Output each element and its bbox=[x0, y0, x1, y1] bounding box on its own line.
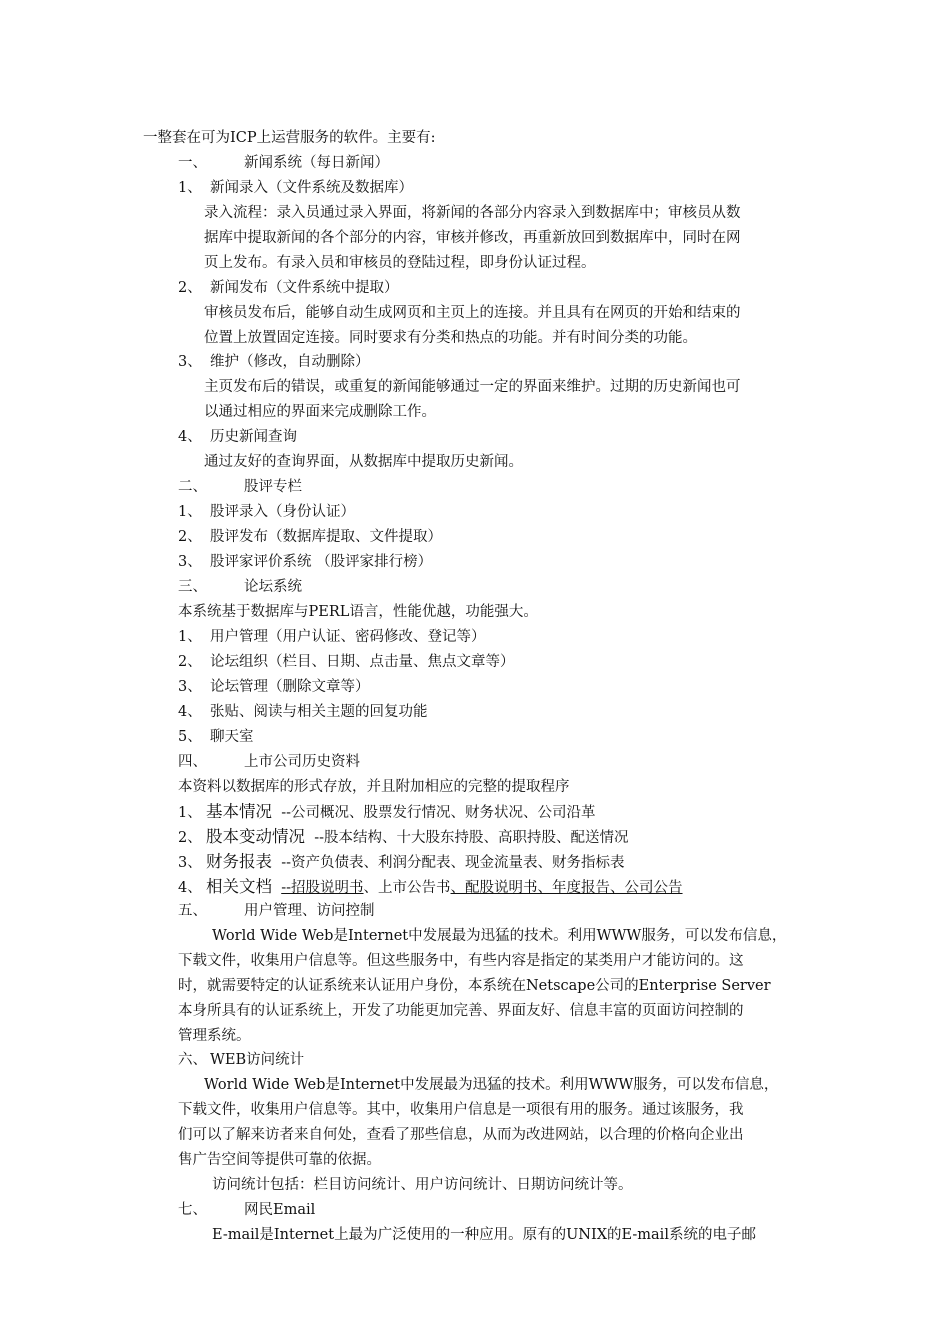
s1-item-2-text-line: 位置上放置固定连接。同时要求有分类和热点的功能。并有时间分类的功能。 bbox=[204, 330, 697, 346]
section-title: 用户管理、访问控制 bbox=[244, 903, 375, 919]
item-title: 股评录入（身份认证） bbox=[210, 504, 355, 520]
item-title: 股评家评价系统 （股评家排行榜） bbox=[210, 554, 433, 570]
s5-paragraph-line: World Wide Web是Internet中发展最为迅猛的技术。利用WWW服务，可以发布信息， bbox=[212, 928, 787, 944]
item-title: 股评发布（数据库提取、文件提取） bbox=[210, 529, 442, 545]
s3-item-1 bbox=[178, 627, 486, 647]
s1-item-1-text-line: 页上发布。有录入员和审核员的登陆过程，即身份认证过程。 bbox=[204, 255, 596, 271]
item-number: 3、 bbox=[178, 554, 202, 570]
s5-paragraph-line: 本身所具有的认证系统上，开发了功能更加完善、界面友好、信息丰富的页面访问控制的 bbox=[178, 1003, 744, 1019]
item-number: 2、 bbox=[178, 280, 202, 296]
item-description: --资产负债表、利润分配表、现金流量表、财务指标表 bbox=[281, 855, 625, 871]
s4-item-3 bbox=[178, 852, 625, 873]
item-number: 2、 bbox=[178, 830, 202, 846]
item-title: 论坛组织（栏目、日期、点击量、焦点文章等） bbox=[210, 654, 515, 670]
section-number: 三、 bbox=[178, 579, 207, 595]
item-title: 聊天室 bbox=[210, 729, 254, 745]
intro-line: 一整套在可为ICP上运营服务的软件。主要有: bbox=[143, 130, 436, 146]
section-title: 上市公司历史资料 bbox=[244, 754, 360, 770]
item-title: 张贴、阅读与相关主题的回复功能 bbox=[210, 704, 428, 720]
item-title: 维护（修改，自动删除） bbox=[210, 354, 370, 370]
s2-item-1 bbox=[178, 502, 355, 522]
item-number: 2、 bbox=[178, 529, 202, 545]
prospectus-link[interactable]: --招股说明书 bbox=[281, 880, 364, 896]
item-number: 1、 bbox=[178, 629, 202, 645]
item-label: 财务报表 bbox=[206, 852, 272, 871]
item-label: 基本情况 bbox=[206, 802, 272, 821]
section-title: WEB访问统计 bbox=[210, 1052, 305, 1068]
s6-paragraph-line: 售广告空间等提供可靠的依据。 bbox=[178, 1152, 381, 1168]
s1-item-4-text-line: 通过友好的查询界面，从数据库中提取历史新闻。 bbox=[204, 454, 523, 470]
s5-paragraph-line: 时，就需要特定的认证系统来认证用户身份，本系统在Netscape公司的Enterprise Server bbox=[178, 978, 771, 994]
section-2-heading bbox=[178, 477, 302, 497]
s3-description: 本系统基于数据库与PERL语言，性能优越，功能强大。 bbox=[178, 604, 538, 620]
section-1-heading bbox=[178, 153, 389, 173]
s3-item-3 bbox=[178, 677, 370, 697]
item-number: 4、 bbox=[178, 704, 202, 720]
s1-item-4-heading bbox=[178, 427, 297, 447]
s6-paragraph-line: 们可以了解来访者来自何处，查看了那些信息，从而为改进网站，以合理的价格向企业出 bbox=[178, 1127, 744, 1143]
item-title: 论坛管理（删除文章等） bbox=[210, 679, 370, 695]
s6-paragraph-line: 访问统计包括：栏目访问统计、用户访问统计、日期访问统计等。 bbox=[212, 1177, 633, 1193]
s1-item-1-text-line: 据库中提取新闻的各个部分的内容，审核并修改，再重新放回到数据库中，同时在网 bbox=[204, 230, 741, 246]
section-title: 网民Email bbox=[244, 1202, 316, 1218]
item-label: 相关文档 bbox=[206, 877, 272, 896]
s1-item-2-heading bbox=[178, 278, 399, 298]
item-number: 4、 bbox=[178, 429, 202, 445]
listing-announcement-text: 、上市公告书 bbox=[363, 880, 451, 896]
section-number: 六、 bbox=[178, 1052, 207, 1068]
s3-item-4 bbox=[178, 702, 428, 722]
s2-item-2 bbox=[178, 527, 442, 547]
s4-item-2 bbox=[178, 827, 629, 848]
item-number: 1、 bbox=[178, 504, 202, 520]
s6-paragraph-line: World Wide Web是Internet中发展最为迅猛的技术。利用WWW服务，可以发布信息， bbox=[204, 1077, 779, 1093]
section-3-heading bbox=[178, 577, 302, 597]
section-title: 新闻系统（每日新闻） bbox=[244, 155, 389, 171]
item-number: 3、 bbox=[178, 354, 202, 370]
item-title: 历史新闻查询 bbox=[210, 429, 297, 445]
section-7-heading bbox=[178, 1200, 315, 1220]
s6-paragraph-line: 下载文件，收集用户信息等。其中，收集用户信息是一项很有用的服务。通过该服务，我 bbox=[178, 1102, 744, 1118]
item-description: --股本结构、十大股东持股、高职持股、配送情况 bbox=[314, 830, 629, 846]
item-number: 1、 bbox=[178, 180, 202, 196]
section-number: 七、 bbox=[178, 1202, 207, 1218]
s5-paragraph-line: 下载文件，收集用户信息等。但这些服务中，有些内容是指定的某类用户才能访问的。这 bbox=[178, 953, 744, 969]
s2-item-3 bbox=[178, 552, 432, 572]
s1-item-1-text-line: 录入流程：录入员通过录入界面，将新闻的各部分内容录入到数据库中；审核员从数 bbox=[204, 205, 741, 221]
section-number: 四、 bbox=[178, 754, 207, 770]
item-title: 新闻录入（文件系统及数据库） bbox=[210, 180, 413, 196]
section-6-heading bbox=[178, 1050, 304, 1070]
item-description: --公司概况、股票发行情况、财务状况、公司沿革 bbox=[281, 805, 596, 821]
s1-item-2-text-line: 审核员发布后，能够自动生成网页和主页上的连接。并且具有在网页的开始和结束的 bbox=[204, 305, 741, 321]
section-4-heading bbox=[178, 752, 360, 772]
s7-paragraph-line: E-mail是Internet上最为广泛使用的一种应用。原有的UNIX的E-mail系统的电子邮 bbox=[212, 1227, 756, 1243]
s3-item-5 bbox=[178, 727, 254, 747]
s1-item-1-heading bbox=[178, 178, 413, 198]
s4-description: 本资料以数据库的形式存放，并且附加相应的完整的提取程序 bbox=[178, 779, 570, 795]
item-number: 5、 bbox=[178, 729, 202, 745]
s1-item-3-text-line: 主页发布后的错误，或重复的新闻能够通过一定的界面来维护。过期的历史新闻也可 bbox=[204, 379, 741, 395]
item-number: 3、 bbox=[178, 855, 202, 871]
s5-paragraph-line: 管理系统。 bbox=[178, 1028, 251, 1044]
item-label: 股本变动情况 bbox=[206, 827, 305, 846]
s4-item-4 bbox=[178, 877, 683, 898]
section-title: 股评专栏 bbox=[244, 479, 302, 495]
item-title: 新闻发布（文件系统中提取） bbox=[210, 280, 399, 296]
section-number: 五、 bbox=[178, 903, 207, 919]
item-number: 2、 bbox=[178, 654, 202, 670]
item-number: 1、 bbox=[178, 805, 202, 821]
section-number: 一、 bbox=[178, 155, 207, 171]
section-5-heading bbox=[178, 901, 375, 921]
item-title: 用户管理（用户认证、密码修改、登记等） bbox=[210, 629, 486, 645]
section-number: 二、 bbox=[178, 479, 207, 495]
s4-item-1 bbox=[178, 802, 596, 823]
s1-item-3-text-line: 以通过相应的界面来完成删除工作。 bbox=[204, 404, 436, 420]
item-number: 4、 bbox=[178, 880, 202, 896]
item-number: 3、 bbox=[178, 679, 202, 695]
section-title: 论坛系统 bbox=[244, 579, 302, 595]
documents-link[interactable]: 、配股说明书、年度报告、公司公告 bbox=[450, 880, 683, 896]
s1-item-3-heading bbox=[178, 352, 370, 372]
s3-item-2 bbox=[178, 652, 515, 672]
